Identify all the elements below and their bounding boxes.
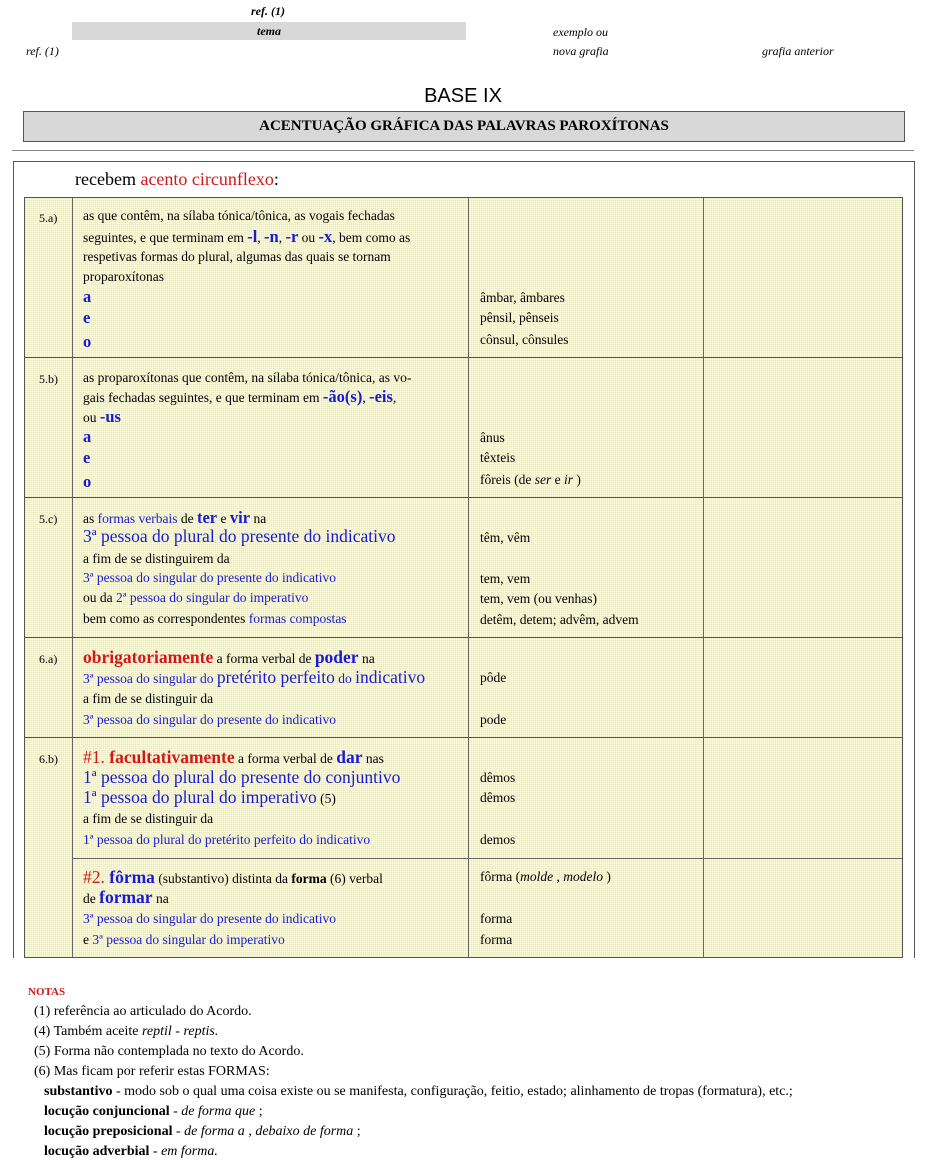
rule-text: respetivas formas do plural, algumas das quais se tornam — [83, 249, 391, 264]
rule-text: e 3ª pessoa do singular do imperativo — [83, 932, 285, 947]
rule-text: as proparoxítonas que contêm, na sílaba tónica/tônica, as vo- — [83, 370, 412, 385]
rule-text: seguintes, e que terminam em -l, -n, -r ou -x, bem como as — [83, 227, 411, 246]
tema-bar: tema — [72, 22, 466, 40]
rule-text: gais fechadas seguintes, e que terminam em -ão(s), -eis, — [83, 387, 397, 406]
rule-text: 3ª pessoa do singular do presente do indicativo — [83, 911, 337, 926]
note-5: (5) Forma não contemplada no texto do Acordo. — [34, 1044, 304, 1059]
rule-text: #1. facultativamente a forma verbal de dar nas — [83, 747, 384, 767]
rule-text: a fim de se distinguir da — [83, 811, 214, 826]
example: pôde — [480, 670, 507, 685]
rule-text: #2. fôrma (substantivo) distinta da forma (6) verbal — [83, 867, 383, 887]
vowel: a — [83, 287, 92, 306]
ref-number: 6.a) — [39, 652, 58, 666]
section-5b — [24, 357, 903, 498]
rule-text: as formas verbais de ter e vir na — [83, 508, 267, 527]
vowel: o — [83, 332, 92, 351]
section-6a — [24, 637, 903, 738]
definition: locução preposicional - de forma a , debaixo de forma ; — [44, 1124, 361, 1139]
nova-grafia-label: nova grafia — [553, 44, 609, 58]
rule-text: ou -us — [83, 407, 121, 426]
rule-text: a fim de se distinguir da — [83, 691, 214, 706]
example: demos — [480, 832, 516, 847]
vowel: e — [83, 448, 91, 467]
note-6: (6) Mas ficam por referir estas FORMAS: — [34, 1064, 270, 1079]
example: ânus — [480, 430, 505, 445]
ref-number: 5.c) — [39, 512, 58, 526]
rule-text: 3ª pessoa do plural do presente do indicativo — [83, 526, 396, 546]
rule-text: de formar na — [83, 887, 169, 907]
vowel: e — [83, 308, 91, 327]
rule-text: ou da 2ª pessoa do singular do imperativo — [83, 590, 309, 605]
example: forma — [480, 911, 513, 926]
section-6b — [24, 737, 903, 958]
note-1: (1) referência ao articulado do Acordo. — [34, 1004, 252, 1019]
example: fôreis (de ser e ir ) — [480, 472, 581, 487]
ref-left-label: ref. (1) — [26, 44, 59, 58]
example: pênsil, pênseis — [480, 310, 559, 325]
example: pode — [480, 712, 507, 727]
section-5c — [24, 497, 903, 638]
rule-text: a fim de se distinguirem da — [83, 551, 230, 566]
rule-text: obrigatoriamente a forma verbal de poder na — [83, 647, 375, 667]
example: forma — [480, 932, 513, 947]
ref-top-label: ref. (1) — [251, 4, 285, 18]
rule-text: 3ª pessoa do singular do presente do indicativo — [83, 712, 337, 727]
section-5a — [24, 197, 903, 358]
divider — [12, 150, 914, 151]
ref-number: 6.b) — [39, 752, 58, 766]
rule-text: 3ª pessoa do singular do pretérito perfeito do indicativo — [83, 667, 426, 687]
section-title: ACENTUAÇÃO GRÁFICA DAS PALAVRAS PAROXÍTONAS — [23, 111, 905, 142]
definition: locução adverbial - em forma. — [44, 1144, 218, 1159]
vowel: o — [83, 472, 92, 491]
rule-text: 1ª pessoa do plural do pretérito perfeito do indicativo — [83, 832, 371, 847]
rule-text: as que contêm, na sílaba tónica/tônica, as vogais fechadas — [83, 208, 395, 223]
example: âmbar, âmbares — [480, 290, 565, 305]
notes — [28, 982, 793, 1162]
note-4: (4) Também aceite reptil - reptis. — [34, 1024, 219, 1039]
rule-text: proparoxítonas — [83, 269, 164, 284]
exemplo-ou-label: exemplo ou — [553, 25, 608, 39]
example: têxteis — [480, 450, 516, 465]
example: cônsul, cônsules — [480, 332, 569, 347]
ref-number: 5.a) — [39, 211, 58, 225]
vowel: a — [83, 427, 92, 446]
example: tem, vem (ou venhas) — [480, 591, 597, 606]
definition: substantivo - modo sob o qual uma coisa existe ou se manifesta, configuração, feitio, estado; alinhamento de tropas (formatura), etc.; — [44, 1084, 793, 1099]
example: dêmos — [480, 790, 516, 805]
example: têm, vêm — [480, 530, 531, 545]
example: dêmos — [480, 770, 516, 785]
notes-header: NOTAS — [28, 986, 66, 998]
rule-text: 1ª pessoa do plural do imperativo (5) — [83, 787, 336, 807]
example: fôrma (molde , modelo ) — [480, 869, 611, 884]
intro-line: recebem acento circunflexo: — [75, 169, 279, 189]
grafia-anterior-label: grafia anterior — [762, 44, 834, 58]
definition: locução conjuncional - de forma que ; — [44, 1104, 263, 1119]
rule-text: 1ª pessoa do plural do presente do conjuntivo — [83, 767, 401, 787]
ref-number: 5.b) — [39, 372, 58, 386]
base-title: BASE IX — [424, 85, 502, 107]
example: detêm, detem; advêm, advem — [480, 612, 639, 627]
rule-text: 3ª pessoa do singular do presente do indicativo — [83, 570, 337, 585]
rule-text: bem como as correspondentes formas compostas — [83, 611, 347, 626]
example: tem, vem — [480, 571, 531, 586]
